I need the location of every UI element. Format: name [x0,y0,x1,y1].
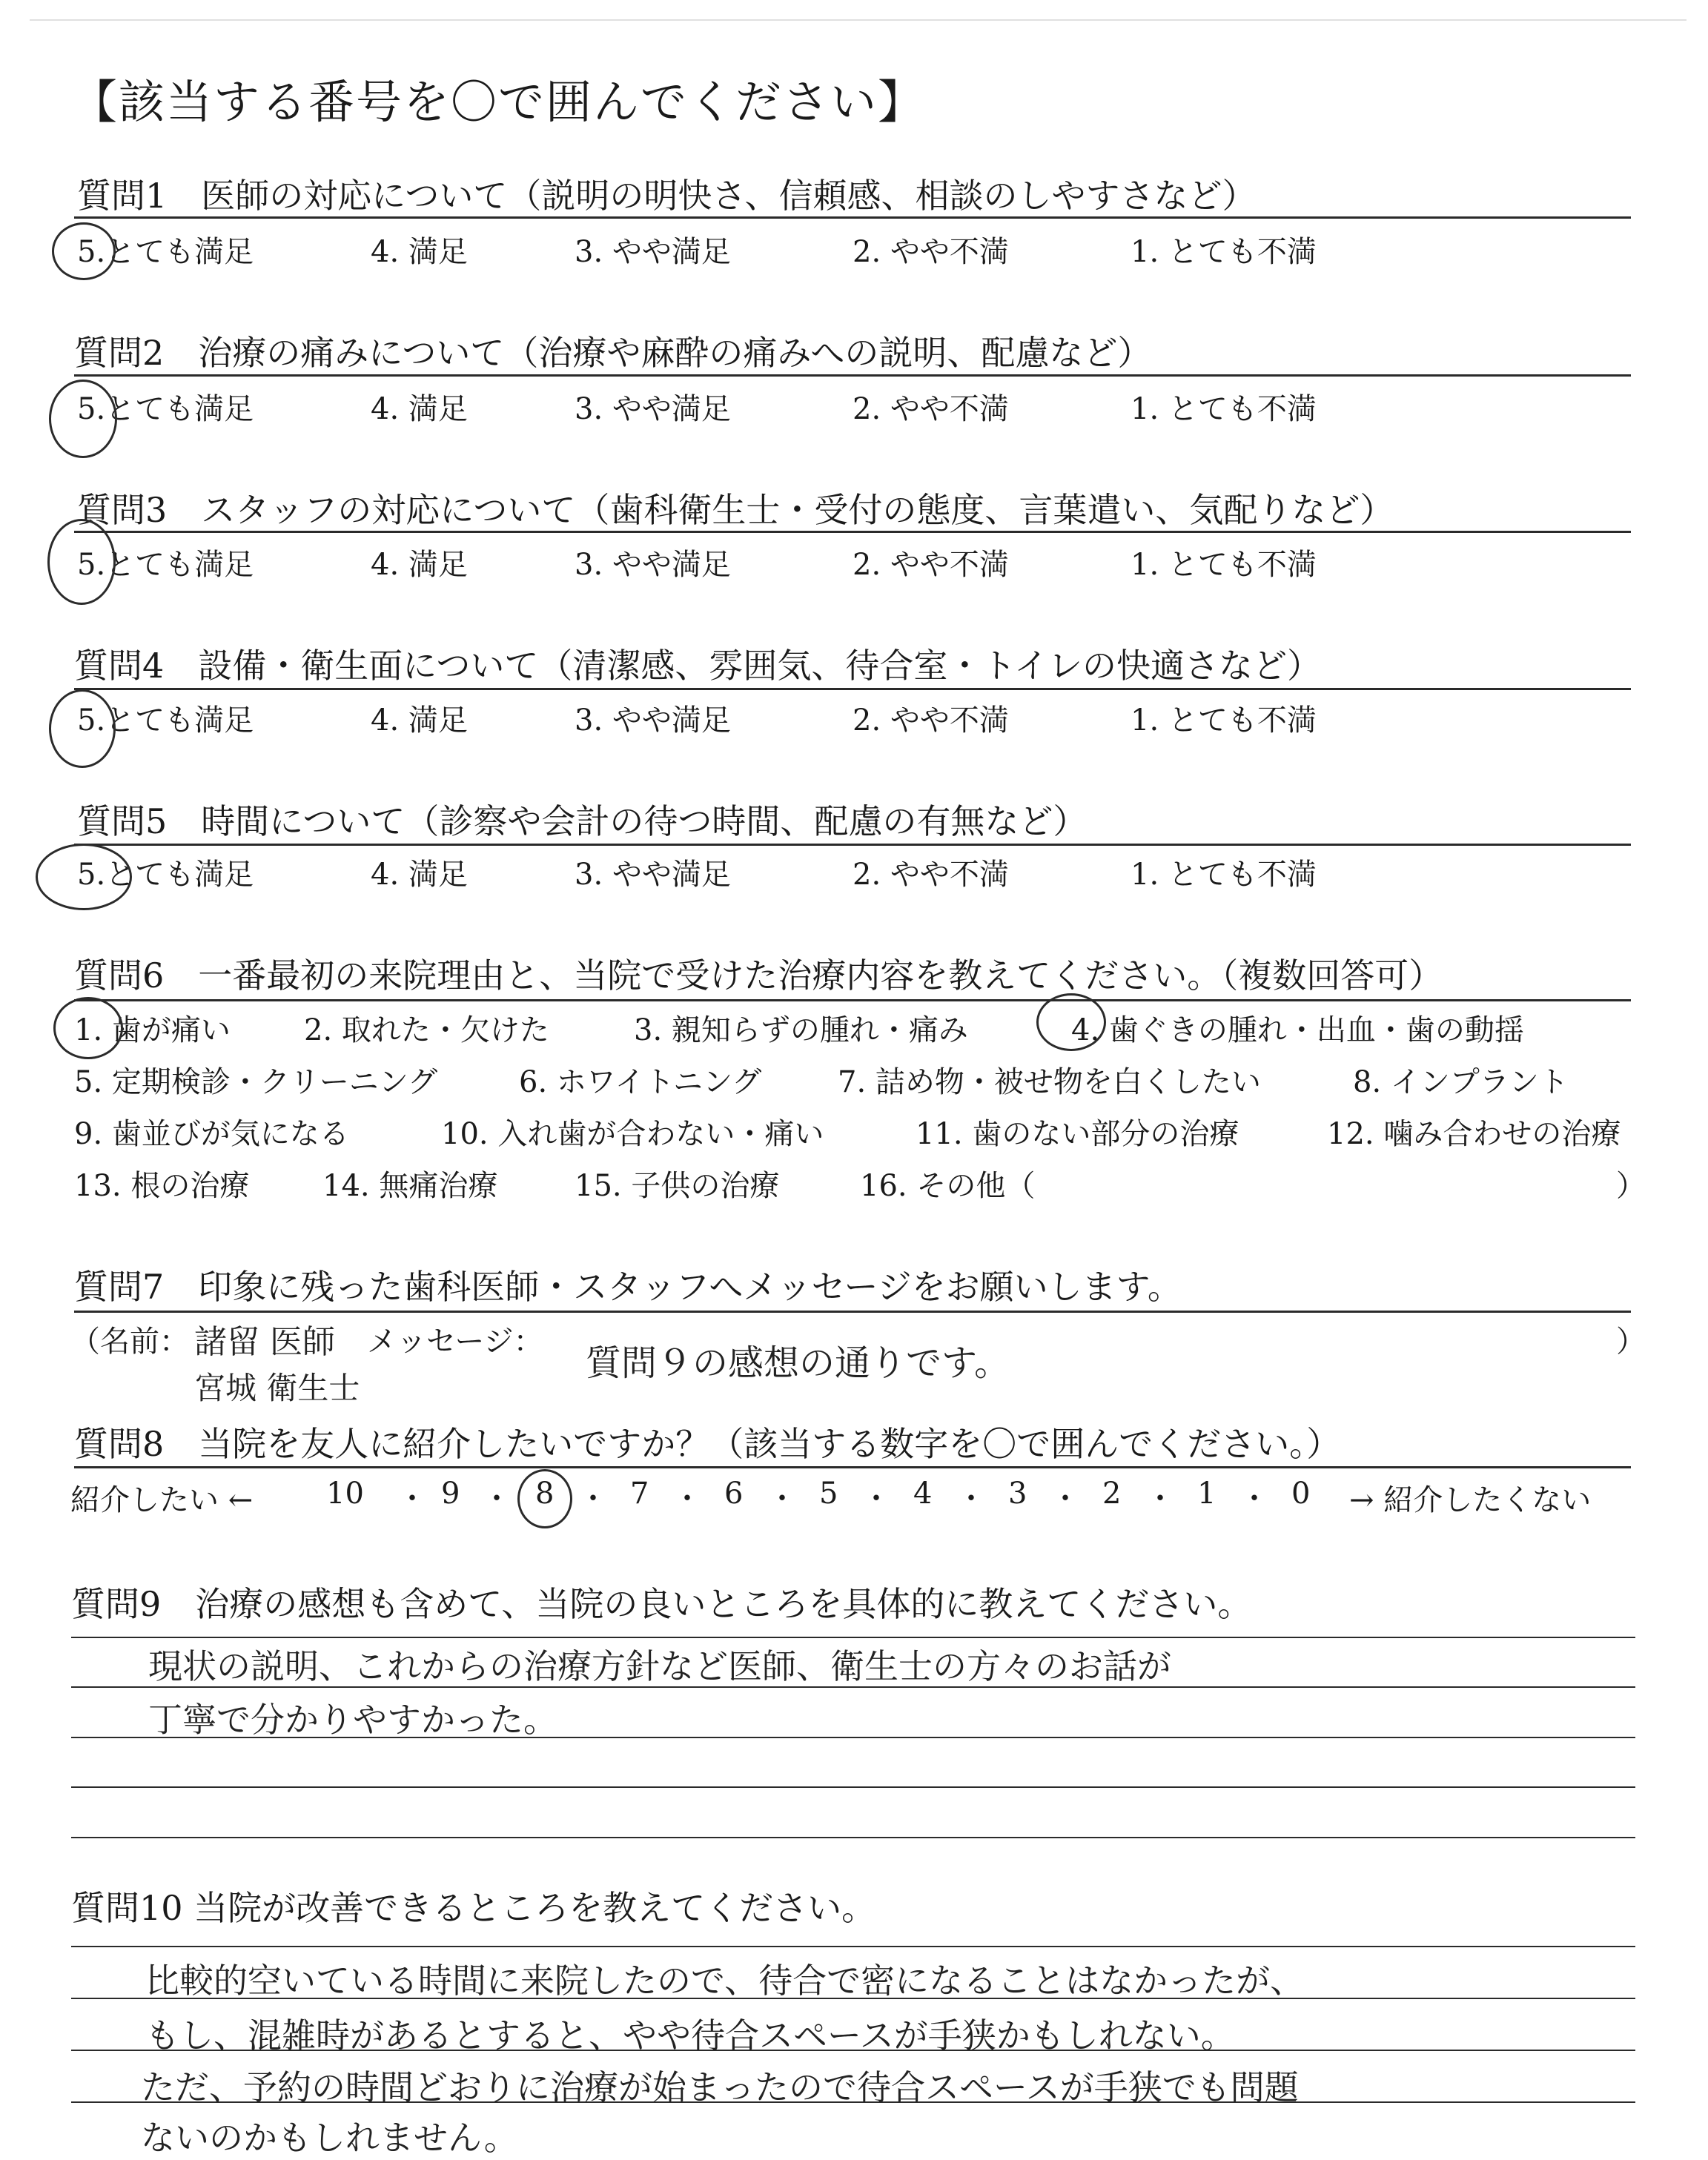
q4-option-1[interactable]: 1. とても不満 [1131,703,1317,738]
q8-dot: ・ [767,1482,797,1516]
q10-handwritten-line-3[interactable]: ただ、予約の時間どおりに治療が始まったので待合スペースが手狭でも問題 [141,2067,1299,2107]
question-8-rule [74,1466,1631,1468]
q7-close-paren: ） [1616,1325,1646,1359]
q8-right-label: → 紹介したくない [1349,1483,1592,1517]
q1-option-5[interactable]: 5.とても満足 [77,235,254,269]
q8-dot: ・ [672,1482,702,1516]
q6-option-8[interactable]: 8. インプラント [1353,1065,1569,1099]
question-9-title: 質問9 治療の感想も含めて、当院の良いところを具体的に教えてください。 [71,1584,1252,1624]
question-6-title: 質問6 一番最初の来院理由と、当院で受けた治療内容を教えてください。（複数回答可） [74,955,1443,995]
q4-option-2[interactable]: 2. やや不満 [853,703,1009,738]
q9-handwritten-line-1[interactable]: 現状の説明、これからの治療方針など医師、衛生士の方々のお話が [148,1646,1171,1686]
q8-scale-2[interactable]: 2 [1102,1477,1122,1511]
q6-option-7[interactable]: 7. 詰め物・被せ物を白くしたい [838,1065,1261,1099]
question-4-title: 質問4 設備・衛生面について（清潔感、雰囲気、待合室・トイレの快適さなど） [74,646,1322,686]
q8-scale-10[interactable]: 10 [326,1477,364,1511]
q8-dot: ・ [1239,1482,1269,1516]
q10-handwritten-line-1[interactable]: 比較的空いている時間に来院したので、待合で密になることはなかったが、 [145,1961,1305,2001]
q8-scale-4[interactable]: 4 [913,1477,933,1511]
q6-option-3[interactable]: 3. 親知らずの腫れ・痛み [634,1013,968,1047]
q1-selected-circle [52,222,116,280]
q2-option-4[interactable]: 4. 満足 [371,392,468,426]
q6-option-12[interactable]: 12. 噛み合わせの治療 [1327,1117,1621,1151]
q6-option-15[interactable]: 15. 子供の治療 [575,1169,780,1203]
q3-option-1[interactable]: 1. とても不満 [1131,548,1317,582]
q6-close-paren: ） [1616,1169,1646,1203]
q8-scale-0[interactable]: 0 [1291,1477,1311,1511]
q6-selected-circle-4 [1036,993,1106,1051]
q8-scale-3[interactable]: 3 [1008,1477,1027,1511]
page-title: 【該当する番号を〇で囲んでください】 [71,75,926,129]
q8-scale-7[interactable]: 7 [630,1477,649,1511]
q6-option-1[interactable]: 1. 歯が痛い [74,1013,231,1047]
q2-option-5[interactable]: 5.とても満足 [77,392,254,426]
q2-option-2[interactable]: 2. やや不満 [853,392,1009,426]
q3-selected-circle [47,519,116,605]
q10-handwritten-line-4[interactable]: ないのかもしれません。 [141,2118,518,2158]
q1-option-1[interactable]: 1. とても不満 [1131,235,1317,269]
q7-handwritten-name-1: 諸留 医師 [194,1323,335,1361]
page-top-edge [30,19,1687,21]
q8-dot: ・ [1145,1482,1175,1516]
q3-option-2[interactable]: 2. やや不満 [853,548,1009,582]
question-3-title: 質問3 スタッフの対応について（歯科衛生士・受付の態度、言葉遣い、気配りなど） [77,490,1394,530]
q9-answer-line [71,1837,1635,1838]
q9-answer-line [71,1786,1635,1788]
q8-scale-6[interactable]: 6 [724,1477,744,1511]
q6-option-5[interactable]: 5. 定期検診・クリーニング [74,1065,438,1099]
q4-option-3[interactable]: 3. やや満足 [575,703,731,738]
q10-answer-line [71,1946,1635,1947]
q4-selected-circle [49,689,116,768]
q5-option-1[interactable]: 1. とても不満 [1131,858,1317,892]
q7-message-label: メッセージ： [367,1325,543,1359]
question-2-title: 質問2 治療の痛みについて（治療や麻酔の痛みへの説明、配慮など） [74,333,1152,373]
q8-scale-8[interactable]: 8 [535,1477,555,1511]
q6-option-11[interactable]: 11. 歯のない部分の治療 [916,1117,1239,1151]
q3-option-5[interactable]: 5.とても満足 [77,548,254,582]
q6-option-6[interactable]: 6. ホワイトニング [519,1065,762,1099]
q4-option-4[interactable]: 4. 満足 [371,703,468,738]
q5-selected-circle [36,844,132,910]
q1-option-2[interactable]: 2. やや不満 [853,235,1009,269]
q8-dot: ・ [482,1482,512,1516]
q8-dot: ・ [861,1482,891,1516]
q7-name-label: （名前： [70,1325,189,1359]
q3-option-3[interactable]: 3. やや満足 [575,548,731,582]
q6-option-4[interactable]: 4. 歯ぐきの腫れ・出血・歯の動揺 [1071,1013,1524,1047]
q8-dot: ・ [397,1482,427,1516]
q8-dot: ・ [578,1482,608,1516]
q6-option-10[interactable]: 10. 入れ歯が合わない・痛い [441,1117,824,1151]
question-5-rule [74,844,1631,846]
q7-handwritten-message[interactable]: 質問９の感想の通りです。 [586,1342,1010,1384]
question-3-rule [74,531,1631,533]
q8-selected-circle [517,1469,572,1528]
q5-option-5[interactable]: 5.とても満足 [77,858,254,892]
question-6-rule [74,999,1631,1001]
q3-option-4[interactable]: 4. 満足 [371,548,468,582]
question-1-title: 質問1 医師の対応について（説明の明快さ、信頼感、相談のしやすさなど） [77,176,1257,216]
q10-handwritten-line-2[interactable]: もし、混雑時があるとすると、やや待合スペースが手狭かもしれない。 [145,2015,1235,2055]
q7-handwritten-name-2: 宮城 衛生士 [194,1370,360,1406]
q1-option-4[interactable]: 4. 満足 [371,235,468,269]
q2-option-1[interactable]: 1. とても不満 [1131,392,1317,426]
q8-scale-5[interactable]: 5 [819,1477,838,1511]
question-5-title: 質問5 時間について（診察や会計の待つ時間、配慮の有無など） [77,801,1088,841]
q9-handwritten-line-2[interactable]: 丁寧で分かりやすかった。 [148,1700,557,1740]
q1-option-3[interactable]: 3. やや満足 [575,235,731,269]
q2-option-3[interactable]: 3. やや満足 [575,392,731,426]
question-7-rule [74,1311,1631,1313]
q4-option-5[interactable]: 5.とても満足 [77,703,254,738]
q8-scale-1[interactable]: 1 [1197,1477,1217,1511]
q2-selected-circle [49,380,117,458]
q6-option-13[interactable]: 13. 根の治療 [74,1169,250,1203]
question-7-title: 質問7 印象に残った歯科医師・スタッフへメッセージをお願いします。 [74,1267,1182,1307]
q6-option-16[interactable]: 16. その他（ [860,1169,1036,1203]
q9-answer-line [71,1637,1635,1638]
q5-option-3[interactable]: 3. やや満足 [575,858,731,892]
question-1-rule [74,216,1631,219]
q5-option-4[interactable]: 4. 満足 [371,858,468,892]
q8-dot: ・ [1050,1482,1080,1516]
q6-option-9[interactable]: 9. 歯並びが気になる [74,1117,349,1151]
q8-dot: ・ [956,1482,986,1516]
q6-selected-circle-1 [53,997,123,1059]
q6-option-14[interactable]: 14. 無痛治療 [322,1169,498,1203]
question-10-title: 質問10 当院が改善できるところを教えてください。 [71,1888,876,1928]
question-8-title: 質問8 当院を友人に紹介したいですか？（該当する数字を〇で囲んでください。） [74,1424,1341,1464]
question-4-rule [74,688,1631,690]
question-2-rule [74,374,1631,377]
q6-option-2[interactable]: 2. 取れた・欠けた [304,1013,549,1047]
q8-left-label: 紹介したい ← [70,1483,254,1517]
q5-option-2[interactable]: 2. やや不満 [853,858,1009,892]
q8-scale-9[interactable]: 9 [441,1477,460,1511]
